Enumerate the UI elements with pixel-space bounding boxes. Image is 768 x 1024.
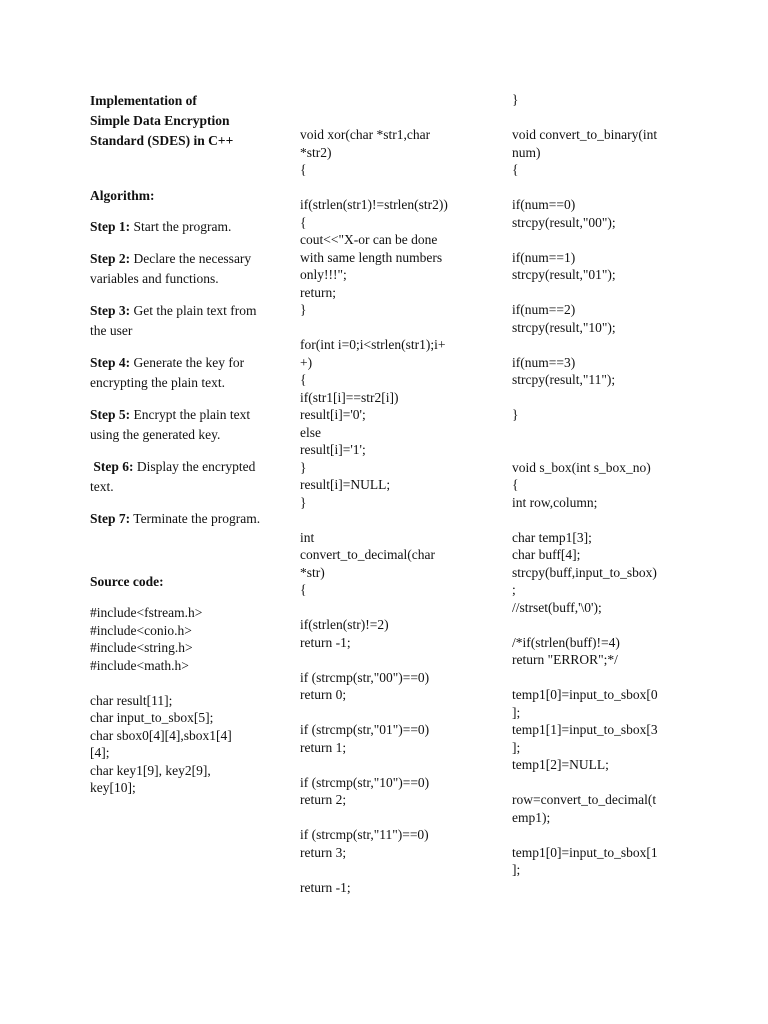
code-line bbox=[512, 826, 687, 844]
code-line bbox=[512, 511, 687, 529]
code-line: ]; bbox=[512, 739, 521, 755]
code-line: if(strlen(str)!=2) bbox=[300, 617, 389, 632]
step-text: Generate the key for encrypting the plain text. bbox=[90, 354, 245, 390]
code-line: result[i]='0'; bbox=[300, 407, 366, 422]
code-line bbox=[300, 756, 480, 774]
step-item bbox=[90, 217, 265, 237]
code-line: result[i]='1'; bbox=[300, 442, 366, 457]
code-line: +) bbox=[300, 354, 313, 370]
code-line: { bbox=[300, 162, 307, 177]
code-line: void convert_to_binary(int bbox=[512, 127, 658, 142]
source-code-heading: Source code: bbox=[90, 573, 164, 589]
code-line bbox=[512, 109, 687, 127]
code-line: ]; bbox=[512, 862, 521, 877]
code-line bbox=[300, 809, 480, 827]
step-label: Step 2: bbox=[90, 250, 131, 266]
code-line: *str) bbox=[300, 564, 325, 580]
code-line: row=convert_to_decimal(t bbox=[512, 792, 657, 807]
step-item bbox=[90, 249, 265, 289]
code-line bbox=[512, 336, 687, 354]
step-text: Display the encrypted text. bbox=[90, 458, 256, 494]
code-line bbox=[512, 616, 687, 634]
code-line: temp1[1]=input_to_sbox[3 bbox=[512, 722, 658, 737]
code-line bbox=[512, 231, 687, 249]
code-line: //strset(buff,'\0'); bbox=[512, 599, 602, 615]
code-line: } bbox=[512, 92, 519, 107]
step-label: Step 1: bbox=[90, 218, 131, 234]
code-line: return 0; bbox=[300, 687, 347, 702]
code-line: if (strcmp(str,"11")==0) bbox=[300, 827, 429, 842]
step-text: Declare the necessary variables and functions. bbox=[90, 250, 252, 286]
code-line: { bbox=[512, 477, 519, 492]
step-item bbox=[90, 301, 265, 341]
right-column bbox=[512, 91, 687, 879]
code-block-sbox bbox=[512, 91, 687, 879]
step-item bbox=[90, 457, 265, 497]
code-line: return 3; bbox=[300, 844, 347, 860]
code-line: temp1[0]=input_to_sbox[1 bbox=[512, 844, 658, 860]
code-line: char buff[4]; bbox=[512, 547, 581, 562]
code-line: *str2) bbox=[300, 144, 332, 160]
step-label: Step 4: bbox=[90, 354, 131, 370]
code-line: strcpy(buff,input_to_sbox) bbox=[512, 564, 657, 580]
code-line: strcpy(result,"11"); bbox=[512, 372, 616, 387]
document-title bbox=[90, 91, 265, 151]
step-label: Step 6: bbox=[93, 458, 134, 474]
code-line: char input_to_sbox[5]; bbox=[90, 710, 214, 725]
code-line: ; bbox=[512, 582, 516, 597]
code-line: cout<<"X-or can be done bbox=[300, 232, 438, 247]
code-line: #include<string.h> bbox=[90, 640, 193, 655]
code-line bbox=[300, 599, 480, 617]
step-label: Step 7: bbox=[90, 510, 131, 526]
code-line: ]; bbox=[512, 704, 521, 720]
code-line bbox=[512, 424, 687, 442]
code-line: char result[11]; bbox=[90, 692, 173, 708]
code-line bbox=[512, 441, 687, 459]
algorithm-heading: Algorithm: bbox=[90, 188, 155, 203]
code-line: { bbox=[300, 372, 307, 387]
code-line: char sbox0[4][4],sbox1[4] bbox=[90, 727, 232, 743]
code-line: { bbox=[300, 214, 307, 230]
code-line bbox=[300, 651, 480, 669]
code-line: } bbox=[300, 459, 307, 475]
code-line: return -1; bbox=[300, 879, 351, 895]
code-line bbox=[300, 511, 480, 529]
left-column bbox=[90, 91, 265, 797]
code-line: #include<conio.h> bbox=[90, 622, 192, 638]
code-line: #include<fstream.h> bbox=[90, 605, 203, 620]
code-line: } bbox=[300, 302, 307, 317]
code-line: void s_box(int s_box_no) bbox=[512, 459, 651, 475]
step-item bbox=[90, 353, 265, 393]
code-line bbox=[512, 284, 687, 302]
step-label: Step 3: bbox=[90, 302, 131, 318]
step-item bbox=[90, 509, 265, 529]
code-line: emp1); bbox=[512, 809, 551, 825]
code-line: { bbox=[512, 162, 519, 177]
code-line: only!!!"; bbox=[300, 267, 347, 282]
code-line: if(str1[i]==str2[i]) bbox=[300, 389, 399, 405]
code-line: } bbox=[300, 494, 307, 510]
code-line bbox=[300, 179, 480, 197]
step-text: Start the program. bbox=[133, 218, 232, 234]
title-line: Standard (SDES) in C++ bbox=[90, 133, 234, 148]
code-line: if (strcmp(str,"10")==0) bbox=[300, 774, 430, 790]
code-block-includes bbox=[90, 604, 265, 797]
title-line: Simple Data Encryption bbox=[90, 113, 230, 128]
code-line: if(num==3) bbox=[512, 354, 576, 370]
code-line: temp1[0]=input_to_sbox[0 bbox=[512, 687, 658, 702]
code-line: } bbox=[512, 407, 519, 422]
code-line: convert_to_decimal(char bbox=[300, 547, 435, 562]
code-line: if (strcmp(str,"01")==0) bbox=[300, 722, 430, 737]
middle-column bbox=[300, 126, 480, 896]
code-line: /*if(strlen(buff)!=4) bbox=[512, 634, 620, 650]
code-line: { bbox=[300, 582, 307, 597]
code-line: if(num==1) bbox=[512, 249, 576, 265]
code-line: temp1[2]=NULL; bbox=[512, 757, 609, 772]
step-text: Terminate the program. bbox=[133, 510, 261, 526]
code-line: if(num==0) bbox=[512, 197, 576, 212]
code-line: strcpy(result,"10"); bbox=[512, 319, 616, 335]
code-line bbox=[512, 669, 687, 687]
code-line bbox=[300, 861, 480, 879]
code-line: return 1; bbox=[300, 739, 347, 755]
code-line: if(num==2) bbox=[512, 302, 576, 317]
code-line: return; bbox=[300, 284, 336, 300]
step-label: Step 5: bbox=[90, 406, 131, 422]
code-line: return 2; bbox=[300, 792, 347, 807]
step-text: Encrypt the plain text using the generated key. bbox=[90, 406, 251, 442]
code-line bbox=[90, 674, 265, 692]
code-line: if (strcmp(str,"00")==0) bbox=[300, 669, 430, 685]
code-line: #include<math.h> bbox=[90, 657, 189, 673]
code-line bbox=[300, 704, 480, 722]
code-line: else bbox=[300, 424, 321, 440]
code-line: with same length numbers bbox=[300, 249, 443, 265]
code-line: char temp1[3]; bbox=[512, 529, 592, 545]
code-line bbox=[512, 179, 687, 197]
code-line: num) bbox=[512, 144, 541, 160]
code-line: int bbox=[300, 529, 315, 545]
step-text: Get the plain text from the user bbox=[90, 302, 257, 338]
code-line bbox=[512, 774, 687, 792]
code-line: void xor(char *str1,char bbox=[300, 127, 431, 142]
code-line: key[10]; bbox=[90, 780, 136, 795]
code-line bbox=[300, 319, 480, 337]
code-block-functions bbox=[300, 126, 480, 896]
code-line: strcpy(result,"01"); bbox=[512, 267, 616, 282]
step-item bbox=[90, 405, 265, 445]
code-line: return "ERROR";*/ bbox=[512, 652, 618, 667]
title-line: Implementation of bbox=[90, 93, 197, 108]
code-line: char key1[9], key2[9], bbox=[90, 762, 211, 778]
code-line: result[i]=NULL; bbox=[300, 477, 391, 492]
code-line: int row,column; bbox=[512, 494, 598, 510]
steps-list bbox=[90, 217, 265, 529]
code-line: if(strlen(str1)!=strlen(str2)) bbox=[300, 197, 448, 212]
code-line: strcpy(result,"00"); bbox=[512, 214, 616, 230]
code-line: for(int i=0;i<strlen(str1);i+ bbox=[300, 337, 446, 352]
code-line bbox=[512, 389, 687, 407]
code-line: return -1; bbox=[300, 634, 351, 650]
code-line: [4]; bbox=[90, 745, 110, 760]
